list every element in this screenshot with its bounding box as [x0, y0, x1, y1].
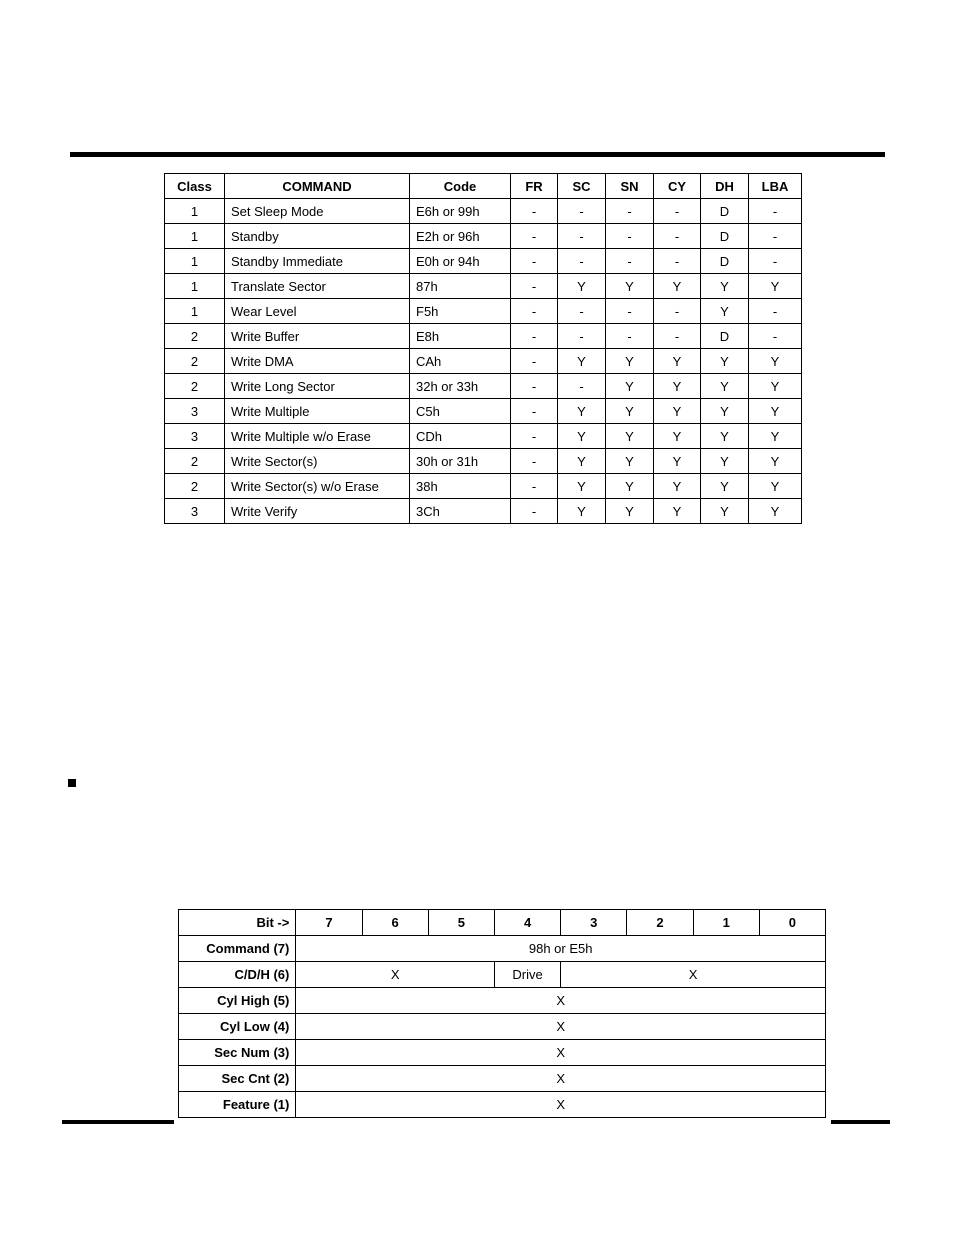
- cell-code: CDh: [410, 424, 511, 449]
- cell-sc: -: [558, 299, 606, 324]
- bit-2: 2: [627, 910, 693, 936]
- cell-class: 3: [165, 499, 225, 524]
- cell-class: 1: [165, 274, 225, 299]
- cell-code: E2h or 96h: [410, 224, 511, 249]
- cell-fr: -: [511, 249, 558, 274]
- cell-sn: Y: [606, 499, 654, 524]
- header-rule: [70, 152, 885, 157]
- bit-header-label: Bit ->: [179, 910, 296, 936]
- cell-sn: -: [606, 249, 654, 274]
- register-label: Sec Num (3): [179, 1040, 296, 1066]
- bit-1: 1: [693, 910, 759, 936]
- cell-lba: -: [749, 224, 802, 249]
- cell-lba: Y: [749, 424, 802, 449]
- register-table: [178, 909, 826, 1118]
- register-bit-header: [179, 910, 826, 936]
- cell-fr: -: [511, 474, 558, 499]
- register-label-cdh: C/D/H (6): [179, 962, 296, 988]
- cell-sc: -: [558, 224, 606, 249]
- cell-dh: Y: [701, 374, 749, 399]
- bit-0: 0: [759, 910, 825, 936]
- cell-command: Wear Level: [225, 299, 410, 324]
- cell-sn: -: [606, 299, 654, 324]
- command-table-row: [165, 224, 802, 249]
- cell-code: E0h or 94h: [410, 249, 511, 274]
- cell-fr: -: [511, 374, 558, 399]
- cell-code: E8h: [410, 324, 511, 349]
- cell-lba: Y: [749, 499, 802, 524]
- cell-fr: -: [511, 199, 558, 224]
- header-dh: DH: [701, 174, 749, 199]
- cell-code: 87h: [410, 274, 511, 299]
- cell-code: E6h or 99h: [410, 199, 511, 224]
- cell-fr: -: [511, 324, 558, 349]
- cell-class: 3: [165, 399, 225, 424]
- cell-fr: -: [511, 274, 558, 299]
- command-table-row: [165, 424, 802, 449]
- cell-dh: Y: [701, 274, 749, 299]
- register-label: Feature (1): [179, 1092, 296, 1118]
- command-table-row: [165, 449, 802, 474]
- cell-code: F5h: [410, 299, 511, 324]
- cell-class: 1: [165, 199, 225, 224]
- cell-lba: Y: [749, 474, 802, 499]
- cell-lba: -: [749, 324, 802, 349]
- cell-lba: -: [749, 199, 802, 224]
- cell-cy: Y: [654, 449, 701, 474]
- cell-fr: -: [511, 499, 558, 524]
- cell-lba: Y: [749, 349, 802, 374]
- register-row-command: [179, 936, 826, 962]
- cell-cy: Y: [654, 374, 701, 399]
- cell-sn: Y: [606, 449, 654, 474]
- cell-class: 2: [165, 449, 225, 474]
- cell-class: 1: [165, 249, 225, 274]
- cell-sc: -: [558, 374, 606, 399]
- command-table-row: [165, 274, 802, 299]
- bit-3: 3: [561, 910, 627, 936]
- cell-command: Write Sector(s) w/o Erase: [225, 474, 410, 499]
- cell-command: Write Multiple: [225, 399, 410, 424]
- cell-sn: Y: [606, 274, 654, 299]
- cell-lba: Y: [749, 449, 802, 474]
- cell-cy: -: [654, 299, 701, 324]
- header-code: Code: [410, 174, 511, 199]
- register-value-cdh-drive: Drive: [494, 962, 560, 988]
- cell-sc: Y: [558, 424, 606, 449]
- cell-command: Write Verify: [225, 499, 410, 524]
- cell-dh: D: [701, 199, 749, 224]
- cell-cy: Y: [654, 349, 701, 374]
- cell-sn: Y: [606, 399, 654, 424]
- cell-code: CAh: [410, 349, 511, 374]
- command-table-row: [165, 374, 802, 399]
- command-table-row: [165, 499, 802, 524]
- cell-command: Set Sleep Mode: [225, 199, 410, 224]
- command-table-row: [165, 249, 802, 274]
- command-table-row: [165, 474, 802, 499]
- cell-class: 1: [165, 224, 225, 249]
- bit-6: 6: [362, 910, 428, 936]
- command-table-row: [165, 349, 802, 374]
- header-sn: SN: [606, 174, 654, 199]
- header-cy: CY: [654, 174, 701, 199]
- cell-command: Translate Sector: [225, 274, 410, 299]
- cell-code: 30h or 31h: [410, 449, 511, 474]
- register-value-cdh-right: X: [561, 962, 826, 988]
- cell-command: Standby Immediate: [225, 249, 410, 274]
- cell-dh: Y: [701, 474, 749, 499]
- cell-fr: -: [511, 224, 558, 249]
- register-row: [179, 1040, 826, 1066]
- bit-7: 7: [296, 910, 362, 936]
- cell-lba: -: [749, 299, 802, 324]
- cell-sn: -: [606, 324, 654, 349]
- cell-fr: -: [511, 399, 558, 424]
- register-row: [179, 1066, 826, 1092]
- cell-command: Write Buffer: [225, 324, 410, 349]
- register-value-command: 98h or E5h: [296, 936, 826, 962]
- cell-fr: -: [511, 449, 558, 474]
- command-table: [164, 173, 802, 524]
- command-table-row: [165, 324, 802, 349]
- bit-5: 5: [428, 910, 494, 936]
- cell-dh: D: [701, 249, 749, 274]
- header-sc: SC: [558, 174, 606, 199]
- footer-rule-right: [831, 1120, 890, 1124]
- cell-dh: Y: [701, 424, 749, 449]
- register-row: [179, 1092, 826, 1118]
- command-table-header: [165, 174, 802, 199]
- header-class: Class: [165, 174, 225, 199]
- cell-cy: -: [654, 224, 701, 249]
- command-table-row: [165, 399, 802, 424]
- cell-cy: Y: [654, 399, 701, 424]
- cell-class: 2: [165, 374, 225, 399]
- cell-dh: Y: [701, 349, 749, 374]
- cell-sc: -: [558, 324, 606, 349]
- cell-class: 2: [165, 349, 225, 374]
- cell-sn: Y: [606, 374, 654, 399]
- register-row-cdh: [179, 962, 826, 988]
- footer-rule-left: [62, 1120, 174, 1124]
- register-label: Cyl High (5): [179, 988, 296, 1014]
- cell-sc: Y: [558, 449, 606, 474]
- cell-sc: -: [558, 199, 606, 224]
- cell-sc: Y: [558, 474, 606, 499]
- cell-sc: Y: [558, 349, 606, 374]
- register-label: Sec Cnt (2): [179, 1066, 296, 1092]
- bit-4: 4: [494, 910, 560, 936]
- cell-fr: -: [511, 299, 558, 324]
- cell-dh: Y: [701, 449, 749, 474]
- cell-class: 1: [165, 299, 225, 324]
- cell-cy: -: [654, 249, 701, 274]
- cell-command: Write Long Sector: [225, 374, 410, 399]
- register-value: X: [296, 1014, 826, 1040]
- cell-dh: Y: [701, 399, 749, 424]
- cell-dh: Y: [701, 299, 749, 324]
- cell-code: 38h: [410, 474, 511, 499]
- bullet-marker: [68, 779, 76, 787]
- cell-lba: -: [749, 249, 802, 274]
- cell-command: Standby: [225, 224, 410, 249]
- cell-sc: Y: [558, 499, 606, 524]
- cell-sc: -: [558, 249, 606, 274]
- cell-class: 3: [165, 424, 225, 449]
- cell-dh: D: [701, 324, 749, 349]
- cell-sn: -: [606, 224, 654, 249]
- cell-sn: -: [606, 199, 654, 224]
- register-row: [179, 988, 826, 1014]
- register-value: X: [296, 1066, 826, 1092]
- cell-sc: Y: [558, 399, 606, 424]
- cell-sn: Y: [606, 424, 654, 449]
- cell-command: Write Sector(s): [225, 449, 410, 474]
- register-label: Cyl Low (4): [179, 1014, 296, 1040]
- cell-cy: Y: [654, 274, 701, 299]
- cell-sn: Y: [606, 349, 654, 374]
- cell-sc: Y: [558, 274, 606, 299]
- cell-code: 32h or 33h: [410, 374, 511, 399]
- cell-cy: Y: [654, 474, 701, 499]
- command-table-row: [165, 199, 802, 224]
- cell-command: Write DMA: [225, 349, 410, 374]
- cell-lba: Y: [749, 374, 802, 399]
- cell-cy: -: [654, 199, 701, 224]
- command-table-row: [165, 299, 802, 324]
- register-value: X: [296, 1092, 826, 1118]
- cell-dh: D: [701, 224, 749, 249]
- cell-code: C5h: [410, 399, 511, 424]
- header-lba: LBA: [749, 174, 802, 199]
- cell-fr: -: [511, 424, 558, 449]
- header-command: COMMAND: [225, 174, 410, 199]
- cell-fr: -: [511, 349, 558, 374]
- cell-dh: Y: [701, 499, 749, 524]
- register-value: X: [296, 1040, 826, 1066]
- cell-class: 2: [165, 474, 225, 499]
- register-row: [179, 1014, 826, 1040]
- register-value-cdh-left: X: [296, 962, 495, 988]
- cell-code: 3Ch: [410, 499, 511, 524]
- cell-command: Write Multiple w/o Erase: [225, 424, 410, 449]
- header-fr: FR: [511, 174, 558, 199]
- cell-lba: Y: [749, 274, 802, 299]
- cell-lba: Y: [749, 399, 802, 424]
- cell-cy: -: [654, 324, 701, 349]
- cell-cy: Y: [654, 424, 701, 449]
- cell-class: 2: [165, 324, 225, 349]
- register-label-command: Command (7): [179, 936, 296, 962]
- cell-sn: Y: [606, 474, 654, 499]
- cell-cy: Y: [654, 499, 701, 524]
- register-value: X: [296, 988, 826, 1014]
